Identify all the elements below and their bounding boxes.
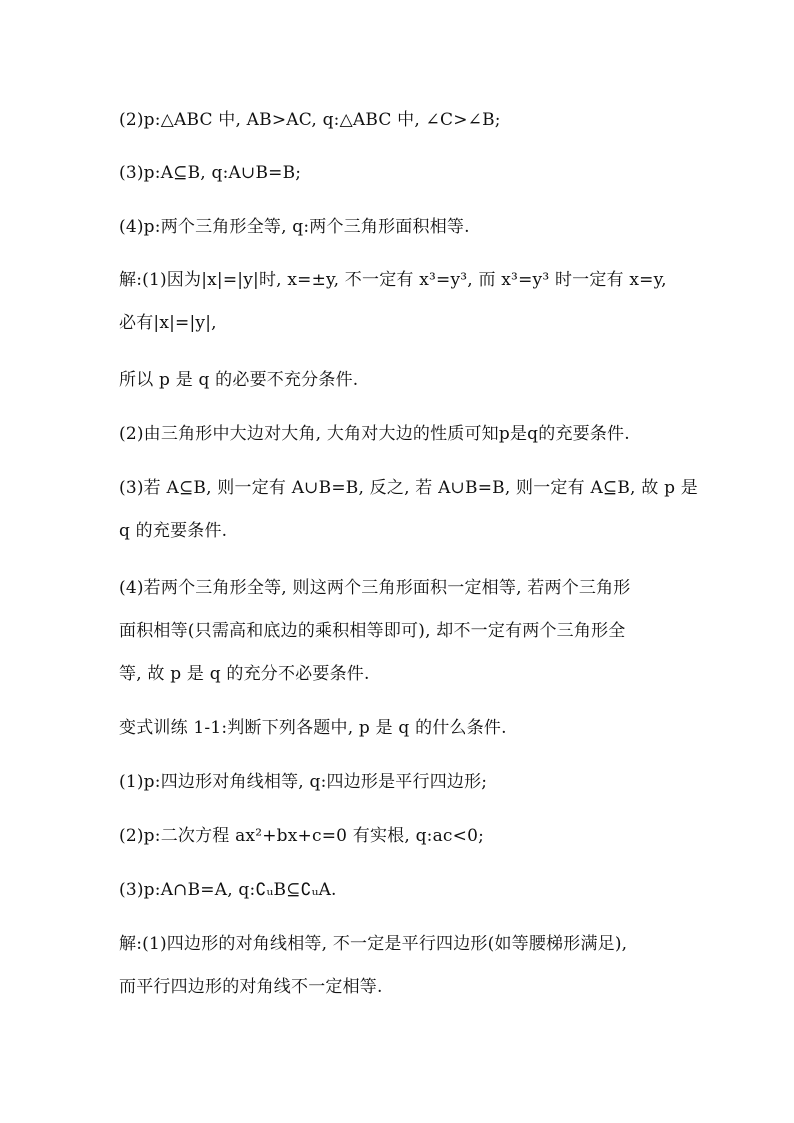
text-line-14: (1)p:四边形对角线相等, q:四边形是平行四边形; [119,772,488,792]
text-line-17: 解:(1)四边形的对角线相等, 不一定是平行四边形(如等腰梯形满足), [119,934,628,954]
text-line-3: (4)p:两个三角形全等, q:两个三角形面积相等. [119,217,470,237]
text-line-1: (2)p:△ABC 中, AB>AC, q:△ABC 中, ∠C>∠B; [119,110,501,130]
text-line-18: 而平行四边形的对角线不一定相等. [119,977,383,997]
text-line-12: 等, 故 p 是 q 的充分不必要条件. [119,664,370,684]
text-line-13: 变式训练 1-1:判断下列各题中, p 是 q 的什么条件. [119,718,507,738]
text-line-11: 面积相等(只需高和底边的乘积相等即可), 却不一定有两个三角形全 [119,621,626,641]
text-line-6: 所以 p 是 q 的必要不充分条件. [119,370,359,390]
text-line-10: (4)若两个三角形全等, 则这两个三角形面积一定相等, 若两个三角形 [119,578,631,598]
text-line-4: 解:(1)因为|x|=|y|时, x=±y, 不一定有 x³=y³, 而 x³=y³ 时一定有 x=y, [119,270,667,290]
text-line-16: (3)p:A∩B=A, q:∁ᵤB⊆∁ᵤA. [119,880,337,900]
text-line-7: (2)由三角形中大边对大角, 大角对大边的性质可知p是q的充要条件. [119,424,630,444]
text-line-8: (3)若 A⊆B, 则一定有 A∪B=B, 反之, 若 A∪B=B, 则一定有 A⊆B, 故 p 是 [119,478,698,498]
text-line-9: q 的充要条件. [119,521,228,541]
text-line-2: (3)p:A⊆B, q:A∪B=B; [119,163,302,183]
text-line-15: (2)p:二次方程 ax²+bx+c=0 有实根, q:ac<0; [119,826,485,846]
text-line-5: 必有|x|=|y|, [119,313,217,333]
